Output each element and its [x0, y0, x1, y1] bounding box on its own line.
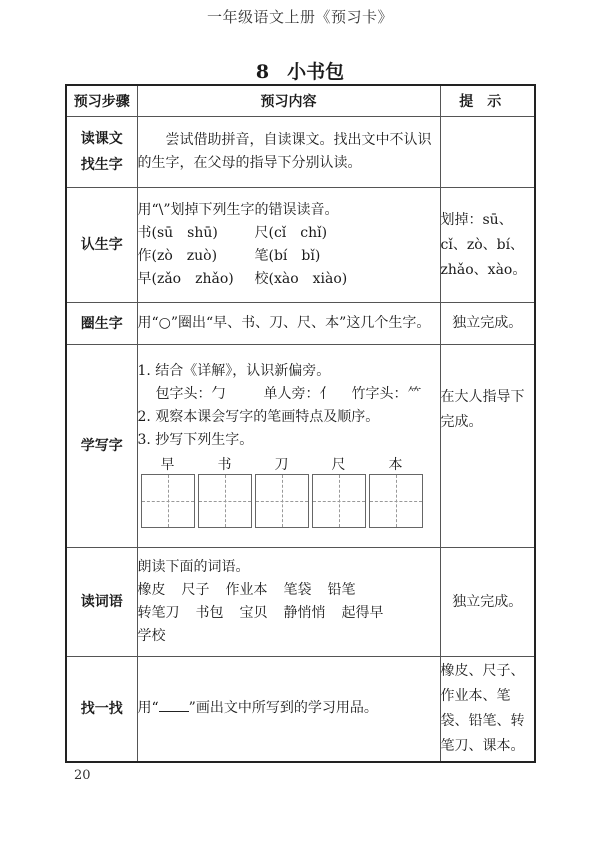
tip-cell [440, 117, 535, 188]
table-header-row [66, 85, 535, 117]
pinyin-item: 尺(cǐ chǐ) [254, 225, 328, 241]
tip-cell: 在大人指导下完成。 [440, 345, 535, 548]
step-cell: 圈生字 [66, 303, 137, 345]
step-cell: 找一找 [66, 657, 137, 762]
tianzige-box[interactable] [255, 474, 309, 528]
table-row [66, 188, 535, 303]
lesson-title [0, 57, 600, 84]
pinyin-row [138, 245, 440, 268]
grid-column [198, 456, 252, 528]
tip-cell: 橡皮、尺子、作业本、笔袋、铅笔、转笔刀、课本。 [440, 657, 535, 762]
step-label: 读课文 [80, 131, 123, 147]
lesson-number: 8 [255, 61, 270, 83]
tip-cell: 划掉：sū、cǐ、zò、bí、zhǎo、xào。 [440, 188, 535, 303]
word-line [138, 579, 440, 602]
pinyin-row [138, 222, 440, 245]
table-row [66, 303, 535, 345]
tianzige-box[interactable] [141, 474, 195, 528]
content-cell [137, 345, 440, 548]
content-cell [137, 548, 440, 657]
content-cell [137, 657, 440, 762]
lesson-name: 小书包 [287, 61, 345, 83]
instruction: 3. 抄写下列生字。 [137, 432, 254, 448]
grid-char: 早 [160, 457, 175, 473]
grid-char: 本 [388, 457, 403, 473]
tianzige-box[interactable] [198, 474, 252, 528]
table-row [66, 345, 535, 548]
word-line [138, 602, 440, 625]
step-cell: 学写字 [66, 345, 137, 548]
pinyin-item: 笔(bí bǐ) [254, 248, 321, 264]
instruction: 2. 观察本课会写字的笔画特点及顺序。 [137, 409, 380, 425]
word: 书包 [195, 605, 224, 621]
grid-char: 书 [217, 457, 232, 473]
step-cell: 读词语 [66, 548, 137, 657]
writing-grid [141, 456, 440, 528]
tip-cell: 独立完成。 [440, 548, 535, 657]
step-cell [66, 117, 137, 188]
instruction-text: 用“ [137, 700, 159, 717]
radical-item: 单人旁：亻 [263, 386, 334, 402]
table-row [66, 657, 535, 762]
instruction: 朗读下面的词语。 [137, 559, 250, 575]
instruction: 用“\”划掉下列生字的错误读音。 [137, 202, 339, 218]
pinyin-row [138, 268, 440, 291]
grid-column [141, 456, 195, 528]
content-cell: 用“○”圈出“早、书、刀、尺、本”这几个生字。 [137, 303, 440, 345]
grid-char: 刀 [274, 457, 289, 473]
word-line [138, 625, 440, 648]
pinyin-item: 书(sū shū) [137, 225, 218, 241]
tianzige-box[interactable] [312, 474, 366, 528]
tip-cell: 独立完成。 [440, 303, 535, 345]
word: 起得早 [341, 605, 384, 621]
grid-column [312, 456, 366, 528]
word: 笔袋 [283, 582, 312, 598]
radicals-row [138, 383, 440, 406]
grid-column [369, 456, 423, 528]
page-number: 20 [74, 768, 91, 783]
step-cell: 认生字 [66, 188, 137, 303]
header-content: 预习内容 [137, 85, 440, 117]
content-cell [137, 188, 440, 303]
radical-item: 竹字头：⺮ [351, 386, 422, 402]
word: 转笔刀 [137, 605, 180, 621]
pinyin-item: 作(zò zuò) [137, 248, 218, 264]
content-cell: 尝试借助拼音，自读课文。找出文中不认识的生字，在父母的指导下分别认读。 [137, 117, 440, 188]
instruction: 1. 结合《详解》，认识新偏旁。 [137, 363, 331, 379]
step-label: 找生字 [80, 157, 123, 173]
preview-card-table [65, 84, 536, 763]
header-step: 预习步骤 [66, 85, 137, 117]
running-head: 一年级语文上册《预习卡》 [206, 8, 393, 26]
word: 学校 [137, 628, 166, 644]
word: 静悄悄 [283, 605, 326, 621]
header-tip: 提示 [440, 85, 535, 117]
table-row [66, 117, 535, 188]
instruction-text: ”画出文中所写到的学习用品。 [188, 700, 378, 717]
pinyin-item: 早(zǎo zhǎo) [137, 271, 234, 287]
grid-column [255, 456, 309, 528]
word: 橡皮 [137, 582, 166, 598]
radical-item: 包字头：勹 [155, 386, 226, 402]
word: 宝贝 [239, 605, 268, 621]
table-row [66, 548, 535, 657]
word: 尺子 [181, 582, 210, 598]
word: 作业本 [225, 582, 268, 598]
tianzige-box[interactable] [369, 474, 423, 528]
grid-char: 尺 [331, 457, 346, 473]
word: 铅笔 [327, 582, 356, 598]
underline-blank [159, 697, 189, 712]
pinyin-item: 校(xào xiào) [254, 271, 348, 287]
